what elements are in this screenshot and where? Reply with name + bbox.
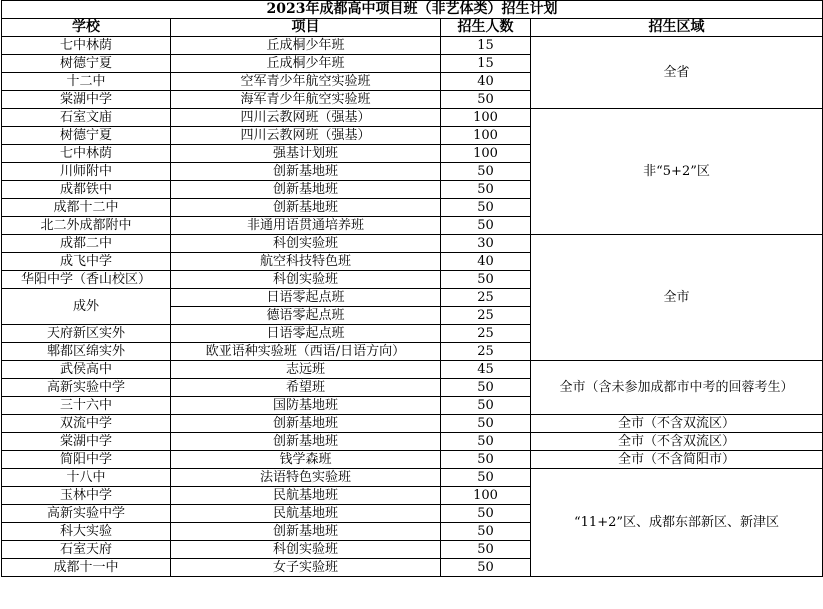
project-cell: 创新基地班 [171,415,441,433]
project-cell: 希望班 [171,379,441,397]
school-cell: 华阳中学（香山校区） [2,271,171,289]
project-cell: 日语零起点班 [171,289,441,307]
count-cell: 50 [441,451,531,469]
count-cell: 50 [441,541,531,559]
project-cell: 非通用语贯通培养班 [171,217,441,235]
project-cell: 强基计划班 [171,145,441,163]
project-cell: 科创实验班 [171,235,441,253]
count-cell: 50 [441,415,531,433]
count-cell: 100 [441,109,531,127]
count-cell: 15 [441,37,531,55]
header-school: 学校 [2,19,171,37]
count-cell: 50 [441,271,531,289]
region-cell: 全市（不含双流区） [531,415,823,433]
count-cell: 50 [441,469,531,487]
count-cell: 50 [441,505,531,523]
project-cell: 创新基地班 [171,163,441,181]
school-cell: 成都二中 [2,235,171,253]
school-cell: 棠湖中学 [2,91,171,109]
project-cell: 欧亚语种实验班（西语/日语方向） [171,343,441,361]
count-cell: 25 [441,325,531,343]
count-cell: 50 [441,433,531,451]
count-cell: 50 [441,217,531,235]
school-cell: 简阳中学 [2,451,171,469]
project-cell: 空军青少年航空实验班 [171,73,441,91]
project-cell: 创新基地班 [171,523,441,541]
school-cell: 科大实验 [2,523,171,541]
count-cell: 50 [441,181,531,199]
project-cell: 丘成桐少年班 [171,55,441,73]
school-cell: 成外 [2,289,171,325]
school-cell: 川师附中 [2,163,171,181]
project-cell: 科创实验班 [171,271,441,289]
region-cell: 全市（不含简阳市） [531,451,823,469]
school-cell: 成飞中学 [2,253,171,271]
school-cell: 玉林中学 [2,487,171,505]
project-cell: 创新基地班 [171,433,441,451]
project-cell: 日语零起点班 [171,325,441,343]
count-cell: 100 [441,487,531,505]
table-row [2,235,823,253]
school-cell: 三十六中 [2,397,171,415]
table-row [2,415,823,433]
region-cell: 全省 [531,37,823,109]
count-cell: 30 [441,235,531,253]
region-cell: 全市（不含双流区） [531,433,823,451]
region-cell: “11+2”区、成都东部新区、新津区 [531,469,823,577]
header-project: 项目 [171,19,441,37]
school-cell: 郫都区绵实外 [2,343,171,361]
project-cell: 四川云教网班（强基） [171,127,441,145]
enrollment-plan-table [1,0,823,577]
school-cell: 石室文庙 [2,109,171,127]
project-cell: 民航基地班 [171,487,441,505]
project-cell: 科创实验班 [171,541,441,559]
table-row [2,109,823,127]
header-region: 招生区域 [531,19,823,37]
project-cell: 志远班 [171,361,441,379]
count-cell: 25 [441,343,531,361]
count-cell: 50 [441,559,531,577]
school-cell: 高新实验中学 [2,379,171,397]
project-cell: 德语零起点班 [171,307,441,325]
table-title: 2023年成都高中项目班（非艺体类）招生计划 [2,1,823,19]
project-cell: 海军青少年航空实验班 [171,91,441,109]
project-cell: 国防基地班 [171,397,441,415]
region-cell: 非“5+2”区 [531,109,823,235]
table-row [2,433,823,451]
school-cell: 七中林荫 [2,145,171,163]
project-cell: 女子实验班 [171,559,441,577]
region-cell: 全市（含未参加成都市中考的回蓉考生） [531,361,823,415]
project-cell: 四川云教网班（强基） [171,109,441,127]
school-cell: 树德宁夏 [2,55,171,73]
school-cell: 棠湖中学 [2,433,171,451]
school-cell: 成都铁中 [2,181,171,199]
school-cell: 十二中 [2,73,171,91]
school-cell: 树德宁夏 [2,127,171,145]
region-cell: 全市 [531,235,823,361]
table-row [2,451,823,469]
count-cell: 40 [441,253,531,271]
school-cell: 北二外成都附中 [2,217,171,235]
school-cell: 天府新区实外 [2,325,171,343]
school-cell: 成都十一中 [2,559,171,577]
school-cell: 武侯高中 [2,361,171,379]
count-cell: 50 [441,523,531,541]
school-cell: 成都十二中 [2,199,171,217]
count-cell: 50 [441,397,531,415]
count-cell: 50 [441,91,531,109]
project-cell: 法语特色实验班 [171,469,441,487]
project-cell: 民航基地班 [171,505,441,523]
table-row [2,469,823,487]
table-row [2,361,823,379]
count-cell: 50 [441,379,531,397]
project-cell: 创新基地班 [171,199,441,217]
project-cell: 丘成桐少年班 [171,37,441,55]
school-cell: 双流中学 [2,415,171,433]
count-cell: 100 [441,127,531,145]
project-cell: 钱学森班 [171,451,441,469]
count-cell: 100 [441,145,531,163]
school-cell: 石室天府 [2,541,171,559]
count-cell: 45 [441,361,531,379]
count-cell: 50 [441,199,531,217]
count-cell: 50 [441,163,531,181]
school-cell: 七中林荫 [2,37,171,55]
count-cell: 40 [441,73,531,91]
project-cell: 航空科技特色班 [171,253,441,271]
school-cell: 十八中 [2,469,171,487]
project-cell: 创新基地班 [171,181,441,199]
count-cell: 25 [441,307,531,325]
count-cell: 15 [441,55,531,73]
table-row [2,37,823,55]
count-cell: 25 [441,289,531,307]
school-cell: 高新实验中学 [2,505,171,523]
header-count: 招生人数 [441,19,531,37]
